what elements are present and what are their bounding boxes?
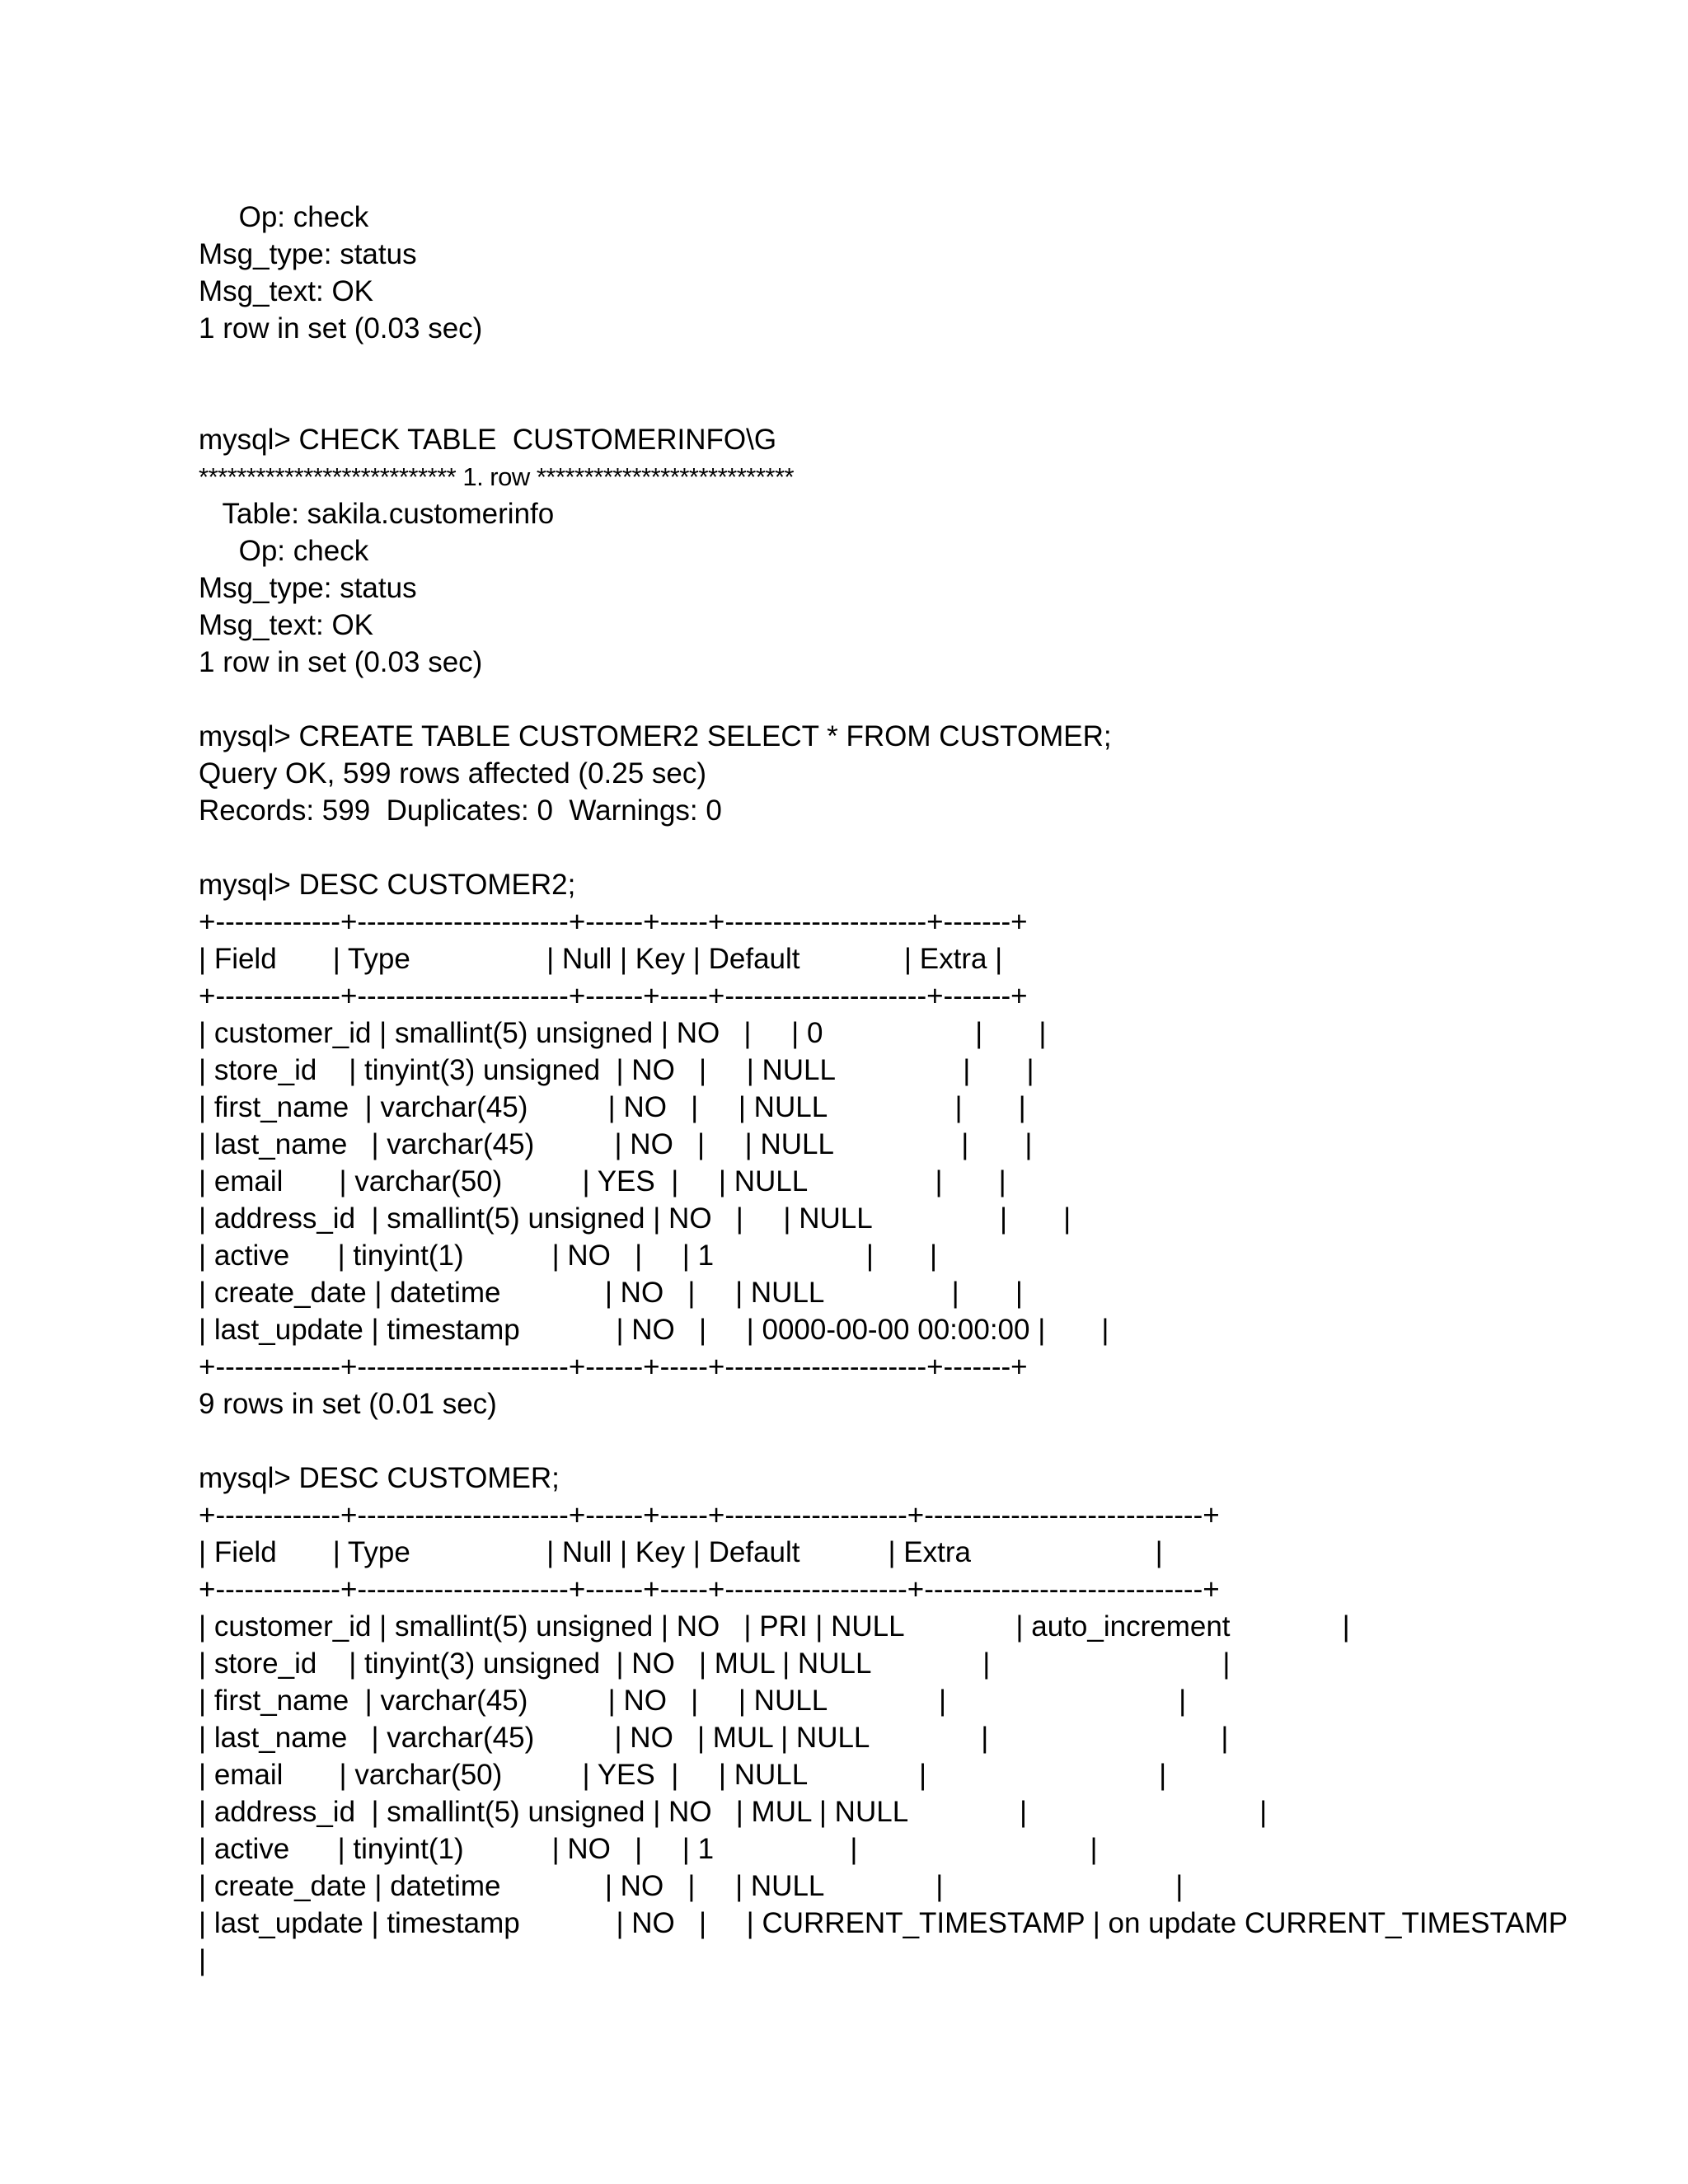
table-row-line: | last_name | varchar(45) | NO | MUL | NULL | | xyxy=(199,1722,1229,1754)
table-header-line: | Field | Type | Null | Key | Default | Extra | xyxy=(199,1536,1163,1568)
command-line: mysql> CREATE TABLE CUSTOMER2 SELECT * FROM CUSTOMER; xyxy=(199,720,1112,752)
table-border-line: +-------------+----------------------+------+-----+---------------------+-------+ xyxy=(199,906,1028,938)
blank-line xyxy=(199,347,1649,384)
table-row-line: | create_date | datetime | NO | | NULL | | xyxy=(199,1277,1023,1309)
table-row-line: | active | tinyint(1) | NO | | 1 | | xyxy=(199,1833,1098,1865)
text-line: Msg_type: status xyxy=(199,572,417,604)
table-border-line: +-------------+----------------------+------+-----+---------------------+-------+ xyxy=(199,980,1028,1012)
table-border-line: +-------------+----------------------+------+-----+-------------------+-----------------------------+ xyxy=(199,1573,1220,1605)
command-line: mysql> CHECK TABLE CUSTOMERINFO\G xyxy=(199,424,777,456)
table-row-line: | last_update | timestamp | NO | | CURRENT_TIMESTAMP | on update CURRENT_TIMESTAMP xyxy=(199,1907,1568,1939)
table-row-line: | email | varchar(50) | YES | | NULL | | xyxy=(199,1759,1167,1791)
text-line: Records: 599 Duplicates: 0 Warnings: 0 xyxy=(199,794,722,827)
text-line: 9 rows in set (0.01 sec) xyxy=(199,1388,497,1420)
table-row-continuation-line: | xyxy=(199,1944,207,1976)
blank-line xyxy=(199,681,1649,718)
blank-line xyxy=(199,1422,1649,1460)
text-line: Msg_text: OK xyxy=(199,275,374,307)
document-page xyxy=(199,199,1649,1979)
table-row-line: | customer_id | smallint(5) unsigned | NO | | 0 | | xyxy=(199,1017,1047,1049)
text-line: Op: check xyxy=(199,201,369,233)
table-border-line: +-------------+----------------------+------+-----+-------------------+-----------------------------+ xyxy=(199,1499,1220,1531)
table-row-line: | first_name | varchar(45) | NO | | NULL | | xyxy=(199,1685,1187,1717)
table-row-line: | email | varchar(50) | YES | | NULL | | xyxy=(199,1165,1006,1197)
table-row-line: | address_id | smallint(5) unsigned | NO | | NULL | | xyxy=(199,1202,1071,1235)
text-line: Msg_type: status xyxy=(199,238,417,270)
table-row-line: | first_name | varchar(45) | NO | | NULL | | xyxy=(199,1091,1026,1123)
table-header-line: | Field | Type | Null | Key | Default | Extra | xyxy=(199,943,1003,975)
table-row-line: | store_id | tinyint(3) unsigned | NO | | NULL | | xyxy=(199,1054,1034,1086)
command-line: mysql> DESC CUSTOMER; xyxy=(199,1462,560,1494)
blank-line xyxy=(199,829,1649,866)
table-row-line: | store_id | tinyint(3) unsigned | NO | MUL | NULL | | xyxy=(199,1647,1231,1680)
table-row-line: | active | tinyint(1) | NO | | 1 | | xyxy=(199,1240,938,1272)
table-row-line: | create_date | datetime | NO | | NULL | | xyxy=(199,1870,1184,1902)
text-line: 1 row in set (0.03 sec) xyxy=(199,646,483,678)
text-line: Msg_text: OK xyxy=(199,609,374,641)
text-line: 1 row in set (0.03 sec) xyxy=(199,312,483,344)
table-row-line: | address_id | smallint(5) unsigned | NO | MUL | NULL | | xyxy=(199,1796,1268,1828)
text-line: Query OK, 599 rows affected (0.25 sec) xyxy=(199,757,707,790)
text-line: Op: check xyxy=(199,535,369,567)
table-row-line: | last_name | varchar(45) | NO | | NULL | | xyxy=(199,1128,1033,1160)
table-border-line: +-------------+----------------------+------+-----+---------------------+-------+ xyxy=(199,1351,1028,1383)
table-row-line: | last_update | timestamp | NO | | 0000-00-00 00:00:00 | | xyxy=(199,1314,1109,1346)
blank-line xyxy=(199,384,1649,421)
text-line: Table: sakila.customerinfo xyxy=(199,498,555,530)
row-separator-line: *************************** 1. row *************************** xyxy=(199,462,795,491)
table-row-line: | customer_id | smallint(5) unsigned | NO | PRI | NULL | auto_increment | xyxy=(199,1610,1350,1643)
command-line: mysql> DESC CUSTOMER2; xyxy=(199,869,576,901)
